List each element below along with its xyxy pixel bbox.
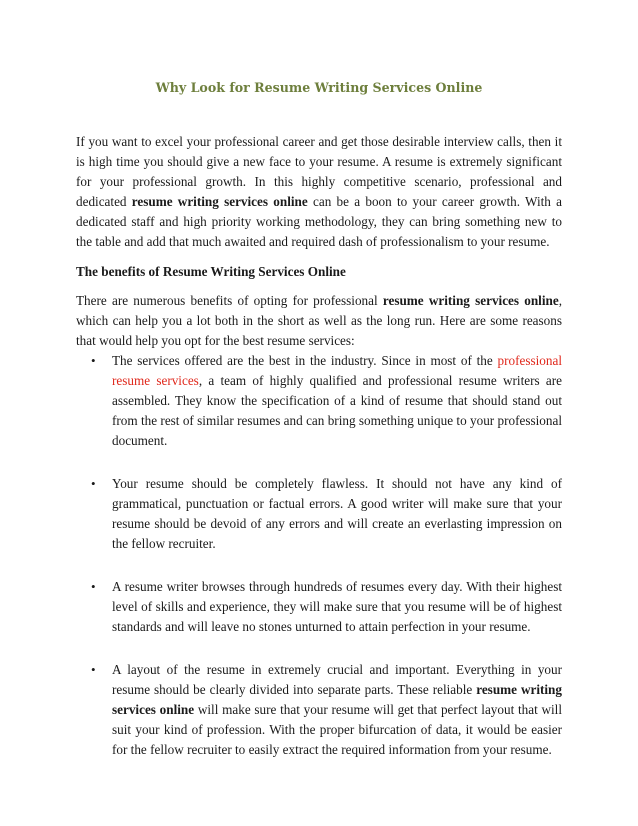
benefits-text-2: , which can help you a lot both in the short as well as the long run. Here are some reasons that would help you opt for the best resume services: [76, 293, 562, 348]
benefits-text-1: There are numerous benefits of opting for professional [76, 293, 383, 308]
professional-resume-services-link[interactable]: professional resume services [112, 353, 562, 388]
benefits-paragraph [76, 291, 562, 351]
intro-text-2: can be a boon to your career growth. With a dedicated staff and high priority working methodology, they can bring something new to the table and add that much awaited and required dash of professionalism to your resume. [76, 194, 562, 249]
list-item-text-1: The services offered are the best in the industry. Since in most of the [112, 353, 498, 368]
intro-text-1: If you want to excel your professional career and get those desirable interview calls, then it is high time you should give a new face to your resume. A resume is extremely significant for your professional growth. In this highly competitive scenario, professional and dedicated [76, 134, 562, 209]
bullet-icon: • [91, 353, 96, 368]
bullet-icon: • [91, 476, 96, 491]
list-item [76, 660, 562, 760]
page-title: Why Look for Resume Writing Services Online [155, 80, 483, 95]
intro-bold-keyword: resume writing services online [131, 194, 308, 209]
intro-paragraph [76, 132, 562, 252]
list-item-text-1: A layout of the resume in extremely crucial and important. Everything in your resume should be clearly divided into separate parts. These reliable [112, 662, 562, 697]
bullet-icon: • [91, 662, 96, 677]
list-item [76, 351, 562, 451]
list-item [76, 474, 562, 554]
section-heading: The benefits of Resume Writing Services Online [76, 264, 346, 279]
benefits-list [76, 351, 562, 760]
list-item-text: Your resume should be completely flawless. It should not have any kind of grammatical, punctuation or factual errors. A good writer will make sure that your resume should be devoid of any errors and will create an everlasting impression on the fellow recruiter. [112, 476, 562, 551]
list-item [76, 577, 562, 637]
benefits-bold-keyword: resume writing services online [382, 293, 559, 308]
list-item-text-2: will make sure that your resume will get that perfect layout that will suit your kind of profession. With the proper bifurcation of data, it would be easier for the fellow recruiter to easily extract the required information from your resume. [112, 702, 562, 757]
list-item-bold-keyword: resume writing services online [112, 682, 562, 717]
list-item-text-2: , a team of highly qualified and professional resume writers are assembled. They know the specification of a kind of resume that should stand out from the rest of similar resumes and can bring something unique to your professional document. [112, 373, 562, 448]
bullet-icon: • [91, 579, 96, 594]
list-item-text: A resume writer browses through hundreds of resumes every day. With their highest level of skills and experience, they will make sure that you resume will be of highest standards and will leave no stones unturned to attain perfection in your resume. [112, 579, 562, 634]
